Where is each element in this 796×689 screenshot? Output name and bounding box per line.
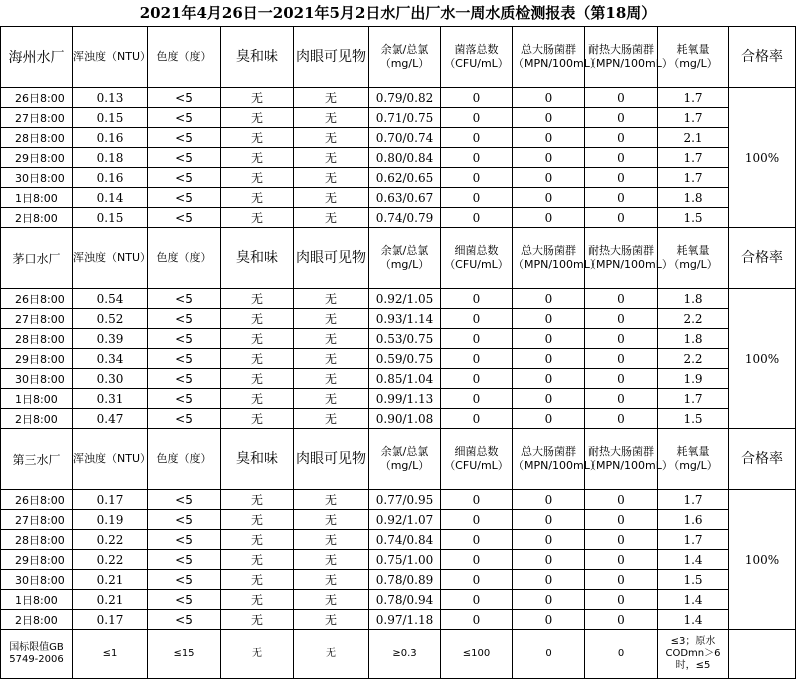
sample-date: 30日8:00 <box>1 369 73 389</box>
color-header: 色度（度） <box>148 27 221 88</box>
oxygen-value: 1.4 <box>658 610 729 630</box>
table-row <box>1 128 796 148</box>
visible-value: 无 <box>294 590 369 610</box>
sample-date: 29日8:00 <box>1 349 73 369</box>
oxygen-value: 2.2 <box>658 349 729 369</box>
pass-rate: 100% <box>729 490 796 630</box>
thermo-value: 0 <box>585 409 658 429</box>
visible-value: 无 <box>294 148 369 168</box>
chlorine-value: 0.71/0.75 <box>369 108 441 128</box>
visible-value: 无 <box>294 88 369 108</box>
visible-limit: 无 <box>294 630 369 679</box>
odor-value: 无 <box>221 530 294 550</box>
oxygen-value: 1.7 <box>658 490 729 510</box>
table-row <box>1 108 796 128</box>
turbidity-value: 0.16 <box>73 168 148 188</box>
turbidity-value: 0.22 <box>73 530 148 550</box>
odor-value: 无 <box>221 148 294 168</box>
odor-value: 无 <box>221 550 294 570</box>
chlorine-value: 0.90/1.08 <box>369 409 441 429</box>
turbidity-value: 0.17 <box>73 490 148 510</box>
chlorine-value: 0.78/0.94 <box>369 590 441 610</box>
turbidity-value: 0.52 <box>73 309 148 329</box>
table-row <box>1 510 796 530</box>
coliform-header: 总大肠菌群（MPN/100mL） <box>513 429 585 490</box>
oxygen-limit: ≤3；原水CODmn＞6时，≤5 <box>658 630 729 679</box>
turbidity-value: 0.13 <box>73 88 148 108</box>
section-header-row <box>1 429 796 490</box>
plant-name: 第三水厂 <box>1 429 73 490</box>
sample-date: 26日8:00 <box>1 490 73 510</box>
sample-date: 2日8:00 <box>1 409 73 429</box>
chlorine-value: 0.78/0.89 <box>369 570 441 590</box>
oxygen-value: 1.6 <box>658 510 729 530</box>
chlorine-header: 余氯/总氯（mg/L） <box>369 27 441 88</box>
table-row <box>1 530 796 550</box>
thermo-value: 0 <box>585 329 658 349</box>
oxygen-value: 1.9 <box>658 369 729 389</box>
turbidity-header: 浑浊度（NTU） <box>73 429 148 490</box>
coliform-value: 0 <box>513 148 585 168</box>
visible-value: 无 <box>294 349 369 369</box>
thermo-value: 0 <box>585 168 658 188</box>
turbidity-limit: ≤1 <box>73 630 148 679</box>
turbidity-header: 浑浊度（NTU） <box>73 27 148 88</box>
thermo-value: 0 <box>585 208 658 228</box>
coliform-value: 0 <box>513 88 585 108</box>
pass-rate: 100% <box>729 88 796 228</box>
visible-value: 无 <box>294 610 369 630</box>
bacteria-value: 0 <box>441 590 513 610</box>
coliform-value: 0 <box>513 590 585 610</box>
turbidity-value: 0.18 <box>73 148 148 168</box>
oxygen-value: 1.7 <box>658 148 729 168</box>
turbidity-value: 0.15 <box>73 108 148 128</box>
thermo-value: 0 <box>585 550 658 570</box>
color-value: <5 <box>148 610 221 630</box>
color-value: <5 <box>148 329 221 349</box>
color-value: <5 <box>148 208 221 228</box>
turbidity-value: 0.47 <box>73 409 148 429</box>
chlorine-value: 0.75/1.00 <box>369 550 441 570</box>
sample-date: 29日8:00 <box>1 550 73 570</box>
turbidity-value: 0.15 <box>73 208 148 228</box>
chlorine-value: 0.77/0.95 <box>369 490 441 510</box>
thermo-value: 0 <box>585 349 658 369</box>
visible-value: 无 <box>294 289 369 309</box>
coliform-header: 总大肠菌群（MPN/100mL） <box>513 228 585 289</box>
chlorine-limit: ≥0.3 <box>369 630 441 679</box>
standard-limits-row <box>1 630 796 679</box>
bacteria-value: 0 <box>441 208 513 228</box>
bacteria-value: 0 <box>441 329 513 349</box>
table-row <box>1 369 796 389</box>
thermo-value: 0 <box>585 610 658 630</box>
thermo-coliform-header: 耐热大肠菌群（MPN/100mL） <box>585 27 658 88</box>
thermo-value: 0 <box>585 148 658 168</box>
pass-rate-header: 合格率 <box>729 429 796 490</box>
coliform-value: 0 <box>513 188 585 208</box>
coliform-value: 0 <box>513 490 585 510</box>
chlorine-value: 0.80/0.84 <box>369 148 441 168</box>
table-row <box>1 88 796 108</box>
odor-value: 无 <box>221 329 294 349</box>
oxygen-value: 1.8 <box>658 329 729 349</box>
visible-value: 无 <box>294 108 369 128</box>
odor-value: 无 <box>221 128 294 148</box>
visible-value: 无 <box>294 208 369 228</box>
odor-header: 臭和味 <box>221 228 294 289</box>
bacteria-value: 0 <box>441 510 513 530</box>
visible-header: 肉眼可见物 <box>294 27 369 88</box>
thermo-value: 0 <box>585 389 658 409</box>
table-row <box>1 148 796 168</box>
coliform-value: 0 <box>513 570 585 590</box>
coliform-value: 0 <box>513 329 585 349</box>
table-row <box>1 550 796 570</box>
turbidity-value: 0.17 <box>73 610 148 630</box>
table-row <box>1 289 796 309</box>
oxygen-header: 耗氧量（mg/L） <box>658 27 729 88</box>
pass-rate-header: 合格率 <box>729 228 796 289</box>
coliform-value: 0 <box>513 128 585 148</box>
color-limit: ≤15 <box>148 630 221 679</box>
bacteria-value: 0 <box>441 369 513 389</box>
thermo-value: 0 <box>585 309 658 329</box>
pass-rate-header: 合格率 <box>729 27 796 88</box>
oxygen-value: 1.7 <box>658 389 729 409</box>
odor-value: 无 <box>221 510 294 530</box>
visible-value: 无 <box>294 369 369 389</box>
color-header: 色度（度） <box>148 228 221 289</box>
bacteria-value: 0 <box>441 148 513 168</box>
bacteria-limit: ≤100 <box>441 630 513 679</box>
sample-date: 30日8:00 <box>1 570 73 590</box>
thermo-value: 0 <box>585 510 658 530</box>
coliform-value: 0 <box>513 510 585 530</box>
odor-value: 无 <box>221 88 294 108</box>
color-value: <5 <box>148 490 221 510</box>
thermo-value: 0 <box>585 88 658 108</box>
bacteria-value: 0 <box>441 168 513 188</box>
coliform-value: 0 <box>513 349 585 369</box>
color-value: <5 <box>148 128 221 148</box>
thermo-value: 0 <box>585 108 658 128</box>
coliform-value: 0 <box>513 168 585 188</box>
turbidity-value: 0.31 <box>73 389 148 409</box>
odor-limit: 无 <box>221 630 294 679</box>
odor-value: 无 <box>221 490 294 510</box>
visible-header: 肉眼可见物 <box>294 429 369 490</box>
oxygen-value: 1.8 <box>658 289 729 309</box>
color-value: <5 <box>148 148 221 168</box>
sample-date: 26日8:00 <box>1 88 73 108</box>
sample-date: 1日8:00 <box>1 389 73 409</box>
thermo-coliform-header: 耐热大肠菌群（MPN/100mL） <box>585 228 658 289</box>
color-value: <5 <box>148 349 221 369</box>
table-row <box>1 309 796 329</box>
thermo-value: 0 <box>585 188 658 208</box>
oxygen-value: 2.2 <box>658 309 729 329</box>
table-row <box>1 570 796 590</box>
section-header-row <box>1 228 796 289</box>
chlorine-value: 0.62/0.65 <box>369 168 441 188</box>
odor-value: 无 <box>221 590 294 610</box>
chlorine-header: 余氯/总氯（mg/L） <box>369 429 441 490</box>
empty-cell <box>729 630 796 679</box>
thermo-value: 0 <box>585 289 658 309</box>
thermo-value: 0 <box>585 570 658 590</box>
coliform-value: 0 <box>513 108 585 128</box>
odor-header: 臭和味 <box>221 27 294 88</box>
chlorine-value: 0.92/1.05 <box>369 289 441 309</box>
thermo-coliform-header: 耐热大肠菌群（MPN/100mL） <box>585 429 658 490</box>
color-value: <5 <box>148 409 221 429</box>
sample-date: 2日8:00 <box>1 208 73 228</box>
oxygen-value: 1.8 <box>658 188 729 208</box>
section-header-row <box>1 27 796 88</box>
coliform-limit: 0 <box>513 630 585 679</box>
oxygen-value: 1.7 <box>658 168 729 188</box>
table-row <box>1 349 796 369</box>
odor-value: 无 <box>221 409 294 429</box>
table-row <box>1 188 796 208</box>
table-row <box>1 389 796 409</box>
bacteria-value: 0 <box>441 289 513 309</box>
oxygen-value: 1.7 <box>658 108 729 128</box>
oxygen-value: 1.4 <box>658 590 729 610</box>
odor-value: 无 <box>221 610 294 630</box>
chlorine-value: 0.53/0.75 <box>369 329 441 349</box>
bacteria-header: 细菌总数（CFU/mL） <box>441 228 513 289</box>
oxygen-value: 1.7 <box>658 530 729 550</box>
sample-date: 26日8:00 <box>1 289 73 309</box>
odor-value: 无 <box>221 369 294 389</box>
odor-header: 臭和味 <box>221 429 294 490</box>
table-row <box>1 490 796 510</box>
coliform-value: 0 <box>513 309 585 329</box>
coliform-value: 0 <box>513 208 585 228</box>
turbidity-value: 0.21 <box>73 570 148 590</box>
plant-name: 茅口水厂 <box>1 228 73 289</box>
coliform-value: 0 <box>513 289 585 309</box>
color-value: <5 <box>148 188 221 208</box>
chlorine-value: 0.97/1.18 <box>369 610 441 630</box>
color-value: <5 <box>148 108 221 128</box>
sample-date: 27日8:00 <box>1 309 73 329</box>
oxygen-value: 1.4 <box>658 550 729 570</box>
coliform-value: 0 <box>513 389 585 409</box>
pass-rate: 100% <box>729 289 796 429</box>
bacteria-header: 菌落总数（CFU/mL） <box>441 27 513 88</box>
bacteria-value: 0 <box>441 349 513 369</box>
color-value: <5 <box>148 168 221 188</box>
bacteria-value: 0 <box>441 309 513 329</box>
bacteria-value: 0 <box>441 88 513 108</box>
turbidity-header: 浑浊度（NTU） <box>73 228 148 289</box>
oxygen-value: 1.5 <box>658 570 729 590</box>
thermo-value: 0 <box>585 128 658 148</box>
chlorine-value: 0.92/1.07 <box>369 510 441 530</box>
odor-value: 无 <box>221 208 294 228</box>
odor-value: 无 <box>221 309 294 329</box>
table-row <box>1 590 796 610</box>
sample-date: 2日8:00 <box>1 610 73 630</box>
table-row <box>1 329 796 349</box>
color-value: <5 <box>148 309 221 329</box>
odor-value: 无 <box>221 289 294 309</box>
sample-date: 28日8:00 <box>1 530 73 550</box>
color-header: 色度（度） <box>148 429 221 490</box>
odor-value: 无 <box>221 108 294 128</box>
coliform-header: 总大肠菌群（MPN/100mL） <box>513 27 585 88</box>
oxygen-value: 2.1 <box>658 128 729 148</box>
coliform-value: 0 <box>513 550 585 570</box>
color-value: <5 <box>148 88 221 108</box>
report-title: 2021年4月26日一2021年5月2日水厂出厂水一周水质检测报表（第18周） <box>139 4 657 22</box>
odor-value: 无 <box>221 349 294 369</box>
chlorine-value: 0.59/0.75 <box>369 349 441 369</box>
turbidity-value: 0.54 <box>73 289 148 309</box>
bacteria-value: 0 <box>441 530 513 550</box>
visible-value: 无 <box>294 510 369 530</box>
visible-value: 无 <box>294 570 369 590</box>
thermo-value: 0 <box>585 369 658 389</box>
sample-date: 1日8:00 <box>1 188 73 208</box>
color-value: <5 <box>148 289 221 309</box>
turbidity-value: 0.14 <box>73 188 148 208</box>
chlorine-value: 0.63/0.67 <box>369 188 441 208</box>
oxygen-value: 1.7 <box>658 88 729 108</box>
visible-value: 无 <box>294 309 369 329</box>
visible-value: 无 <box>294 490 369 510</box>
water-quality-table <box>0 26 796 679</box>
table-row <box>1 610 796 630</box>
chlorine-value: 0.74/0.84 <box>369 530 441 550</box>
visible-value: 无 <box>294 128 369 148</box>
visible-value: 无 <box>294 389 369 409</box>
turbidity-value: 0.21 <box>73 590 148 610</box>
chlorine-value: 0.70/0.74 <box>369 128 441 148</box>
visible-value: 无 <box>294 188 369 208</box>
visible-value: 无 <box>294 168 369 188</box>
standard-label: 国标限值GB 5749-2006 <box>1 630 73 679</box>
coliform-value: 0 <box>513 530 585 550</box>
chlorine-value: 0.85/1.04 <box>369 369 441 389</box>
bacteria-value: 0 <box>441 610 513 630</box>
chlorine-header: 余氯/总氯（mg/L） <box>369 228 441 289</box>
odor-value: 无 <box>221 168 294 188</box>
bacteria-value: 0 <box>441 389 513 409</box>
visible-value: 无 <box>294 530 369 550</box>
bacteria-value: 0 <box>441 570 513 590</box>
plant-name: 海州水厂 <box>1 27 73 88</box>
oxygen-value: 1.5 <box>658 409 729 429</box>
turbidity-value: 0.19 <box>73 510 148 530</box>
color-value: <5 <box>148 530 221 550</box>
thermo-value: 0 <box>585 590 658 610</box>
thermo-value: 0 <box>585 490 658 510</box>
coliform-value: 0 <box>513 369 585 389</box>
visible-value: 无 <box>294 409 369 429</box>
coliform-value: 0 <box>513 409 585 429</box>
table-row <box>1 208 796 228</box>
odor-value: 无 <box>221 389 294 409</box>
turbidity-value: 0.39 <box>73 329 148 349</box>
bacteria-header: 细菌总数（CFU/mL） <box>441 429 513 490</box>
coliform-value: 0 <box>513 610 585 630</box>
odor-value: 无 <box>221 188 294 208</box>
bacteria-value: 0 <box>441 108 513 128</box>
turbidity-value: 0.34 <box>73 349 148 369</box>
bacteria-value: 0 <box>441 128 513 148</box>
color-value: <5 <box>148 369 221 389</box>
turbidity-value: 0.22 <box>73 550 148 570</box>
sample-date: 28日8:00 <box>1 329 73 349</box>
visible-header: 肉眼可见物 <box>294 228 369 289</box>
sample-date: 28日8:00 <box>1 128 73 148</box>
sample-date: 29日8:00 <box>1 148 73 168</box>
odor-value: 无 <box>221 570 294 590</box>
chlorine-value: 0.74/0.79 <box>369 208 441 228</box>
oxygen-header: 耗氧量（mg/L） <box>658 429 729 490</box>
sample-date: 27日8:00 <box>1 510 73 530</box>
table-row <box>1 409 796 429</box>
sample-date: 27日8:00 <box>1 108 73 128</box>
turbidity-value: 0.16 <box>73 128 148 148</box>
chlorine-value: 0.79/0.82 <box>369 88 441 108</box>
color-value: <5 <box>148 570 221 590</box>
thermo-limit: 0 <box>585 630 658 679</box>
bacteria-value: 0 <box>441 490 513 510</box>
oxygen-value: 1.5 <box>658 208 729 228</box>
visible-value: 无 <box>294 329 369 349</box>
table-row <box>1 168 796 188</box>
oxygen-header: 耗氧量（mg/L） <box>658 228 729 289</box>
sample-date: 30日8:00 <box>1 168 73 188</box>
bacteria-value: 0 <box>441 188 513 208</box>
color-value: <5 <box>148 590 221 610</box>
bacteria-value: 0 <box>441 409 513 429</box>
bacteria-value: 0 <box>441 550 513 570</box>
turbidity-value: 0.30 <box>73 369 148 389</box>
color-value: <5 <box>148 550 221 570</box>
thermo-value: 0 <box>585 530 658 550</box>
chlorine-value: 0.93/1.14 <box>369 309 441 329</box>
visible-value: 无 <box>294 550 369 570</box>
color-value: <5 <box>148 389 221 409</box>
color-value: <5 <box>148 510 221 530</box>
sample-date: 1日8:00 <box>1 590 73 610</box>
chlorine-value: 0.99/1.13 <box>369 389 441 409</box>
